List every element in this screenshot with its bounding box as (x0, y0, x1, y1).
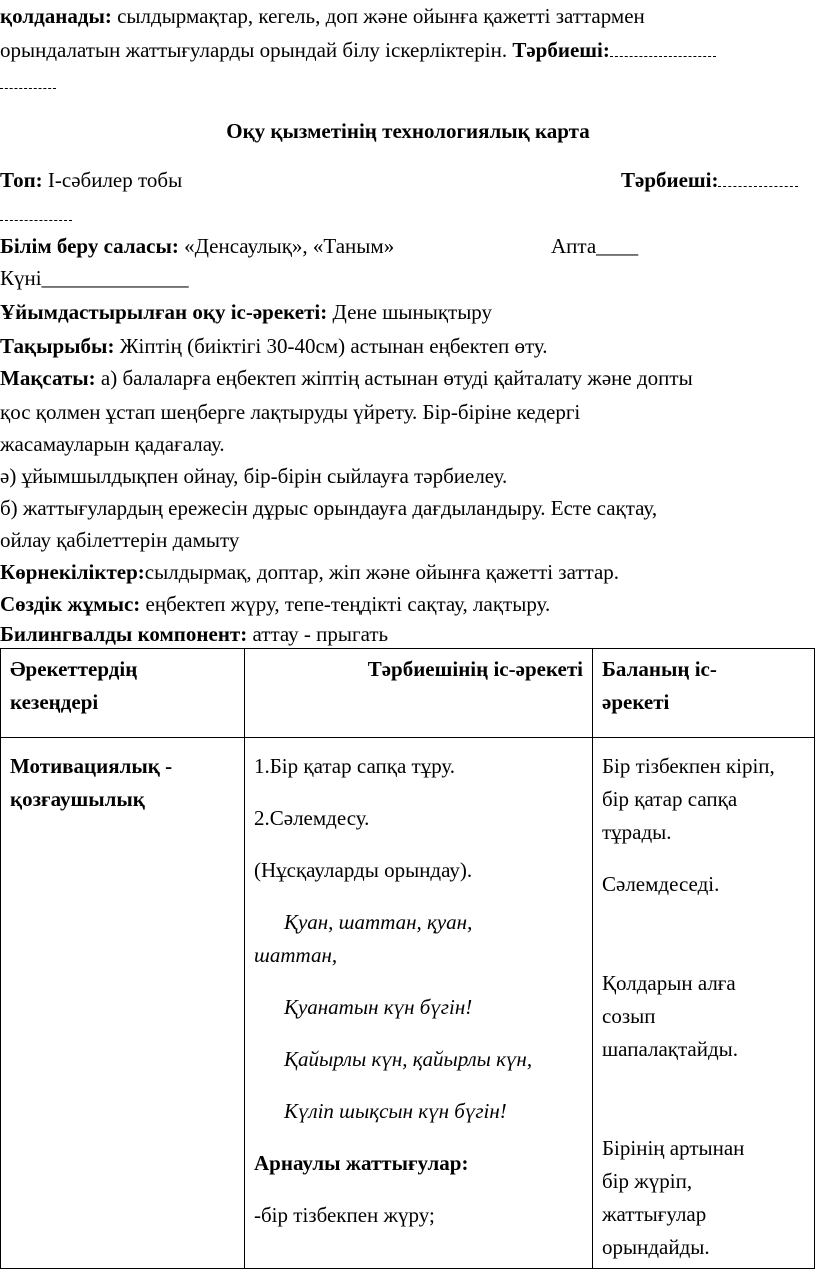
poem-line-2: Қуанатын күн бүгін! (284, 995, 473, 1019)
special-exercises-label (254, 1147, 583, 1180)
group-value: І-сәбилер тобы (42, 168, 183, 192)
teacher-step-3: (Нұсқауларды орындау). (254, 858, 473, 882)
poem-line-1 (254, 906, 583, 972)
teacher-step-2: 2.Сәлемдесу. (254, 806, 370, 830)
field-value: «Денсаулық», «Таным» (178, 234, 395, 258)
activity-label: Ұйымдастырылған оқу іс-әрекеті: (0, 300, 328, 324)
visuals-label: Көрнекіліктер: (0, 560, 145, 584)
child-action-1 (602, 750, 805, 849)
group-line (0, 164, 182, 197)
header-stages-line-1: Әрекеттердің (10, 657, 138, 681)
teacher-step-1: 1.Бір қатар сапқа тұру. (254, 754, 456, 778)
goals-line-2: қос қолмен ұстап шеңберге лақтыруды үйрету. Бір-біріне кедергі (0, 400, 581, 424)
teacher-cell (245, 738, 593, 1269)
topic-label: Тақырыбы: (0, 334, 115, 358)
poem-line-4: Күліп шықсын күн бүгін! (284, 1099, 507, 1123)
poem-line-3: Қайырлы күн, қайырлы күн, (284, 1047, 533, 1071)
goals-text-1: а) балаларға еңбектеп жіптің астынан өтуді қайталату және допты (95, 366, 693, 390)
intro-line-1 (0, 0, 645, 33)
child-action-1-line-2: бір қатар сапқа (602, 787, 738, 811)
bilingual-label: Билингвалды компонент: (0, 622, 248, 646)
teacher-blank-intro (610, 42, 716, 57)
activity-line (0, 296, 492, 329)
header-child-line-2: әрекеті (602, 690, 670, 714)
stage-cell (1, 738, 245, 1269)
child-action-3 (602, 967, 805, 1066)
child-action-2: Сәлемдеседі. (602, 872, 720, 896)
vocab-value: еңбектеп жүру, тепе-теңдікті сақтау, лақтыру. (140, 592, 551, 616)
group-teacher (621, 164, 798, 197)
technology-map-table (0, 648, 815, 1269)
group-teacher-blank-cont (0, 206, 72, 221)
header-teacher (245, 649, 593, 738)
topic-value: Жіптің (биіктігі 30-40см) астынан еңбектеп өту. (114, 334, 548, 358)
goals-line-5: б) жаттығулардың ережесін дұрыс орындауға дағдыландыру. Есте сақтау, (0, 496, 658, 520)
header-teacher-label: Тәрбиешінің іс-әрекеті (367, 657, 583, 681)
stage-line-1: Мотивациялық - (10, 754, 173, 778)
stage-line-2: қозғаушылық (10, 787, 145, 811)
child-action-4-line-2: бір жүріп, (602, 1169, 693, 1193)
bilingual-line (0, 618, 388, 651)
intro-text-1: сылдырмақтар, кегель, доп және ойынға қажетті заттармен (111, 4, 645, 28)
special-exercises-label-text: Арнаулы жаттығулар: (254, 1151, 469, 1175)
child-action-4 (602, 1132, 805, 1264)
child-action-3-line-2: созып (602, 1004, 656, 1028)
child-action-1-line-1: Бір тізбекпен кіріп, (602, 754, 775, 778)
visuals-line (0, 556, 619, 589)
goals-line-4: ә) ұйымшылдықпен ойнау, бір-бірін сыйлауға тәрбиелеу. (0, 464, 508, 488)
topic-line (0, 330, 548, 363)
table-row (1, 738, 815, 1269)
teacher-label-intro: Тәрбиеші: (512, 38, 610, 62)
day-line: Күні______________ (0, 266, 189, 290)
activity-value: Дене шынықтыру (327, 300, 493, 324)
bilingual-value: аттау - прыгать (247, 622, 389, 646)
goals-label: Мақсаты: (0, 366, 96, 390)
goals-line-6: ойлау қабілеттерін дамыту (0, 528, 240, 552)
table-header-row (1, 649, 815, 738)
group-teacher-blank (718, 172, 798, 187)
week-line (551, 230, 638, 263)
child-action-4-line-4: орындайды. (602, 1235, 710, 1259)
teacher-blank-intro-cont (0, 74, 56, 89)
vocab-label: Сөздік жұмыс: (0, 592, 141, 616)
group-label: Топ: (0, 168, 43, 192)
special-exercise-item: -бір тізбекпен жүру; (254, 1203, 435, 1227)
intro-line-3 (0, 66, 56, 99)
header-stages-line-2: кезеңдері (10, 690, 99, 714)
page-title: Оқу қызметінің технологиялық карта (226, 119, 590, 143)
field-label: Білім беру саласы: (0, 234, 179, 258)
intro-text-2: орындалатын жаттығуларды орындай білу іскерліктерін. (0, 38, 513, 62)
group-teacher-cont (0, 198, 72, 231)
child-action-3-line-3: шапалақтайды. (602, 1037, 738, 1061)
child-action-3-line-1: Қолдарын алға (602, 971, 736, 995)
header-stages (1, 649, 245, 738)
field-line (0, 230, 394, 263)
vocab-line (0, 588, 550, 621)
header-child-line-1: Баланың іс- (602, 657, 717, 681)
intro-label: қолданады: (0, 4, 112, 28)
child-action-4-line-1: Бірінің артынан (602, 1136, 745, 1160)
child-cell (593, 738, 815, 1269)
group-teacher-label: Тәрбиеші: (621, 168, 719, 192)
child-action-1-line-3: тұрады. (602, 820, 672, 844)
intro-line-2 (0, 34, 716, 67)
poem-line-1a: Қуан, шаттан, қуан, (284, 910, 473, 934)
goals-line-3: жасамауларын қадағалау. (0, 432, 225, 456)
poem-line-1b: шаттан, (254, 943, 338, 967)
goals-line-1 (0, 362, 693, 395)
week-label: Апта____ (551, 234, 639, 258)
header-child (593, 649, 815, 738)
visuals-value: сылдырмақ, доптар, жіп және ойынға қажетті заттар. (144, 560, 620, 584)
child-action-4-line-3: жаттығулар (602, 1202, 707, 1226)
